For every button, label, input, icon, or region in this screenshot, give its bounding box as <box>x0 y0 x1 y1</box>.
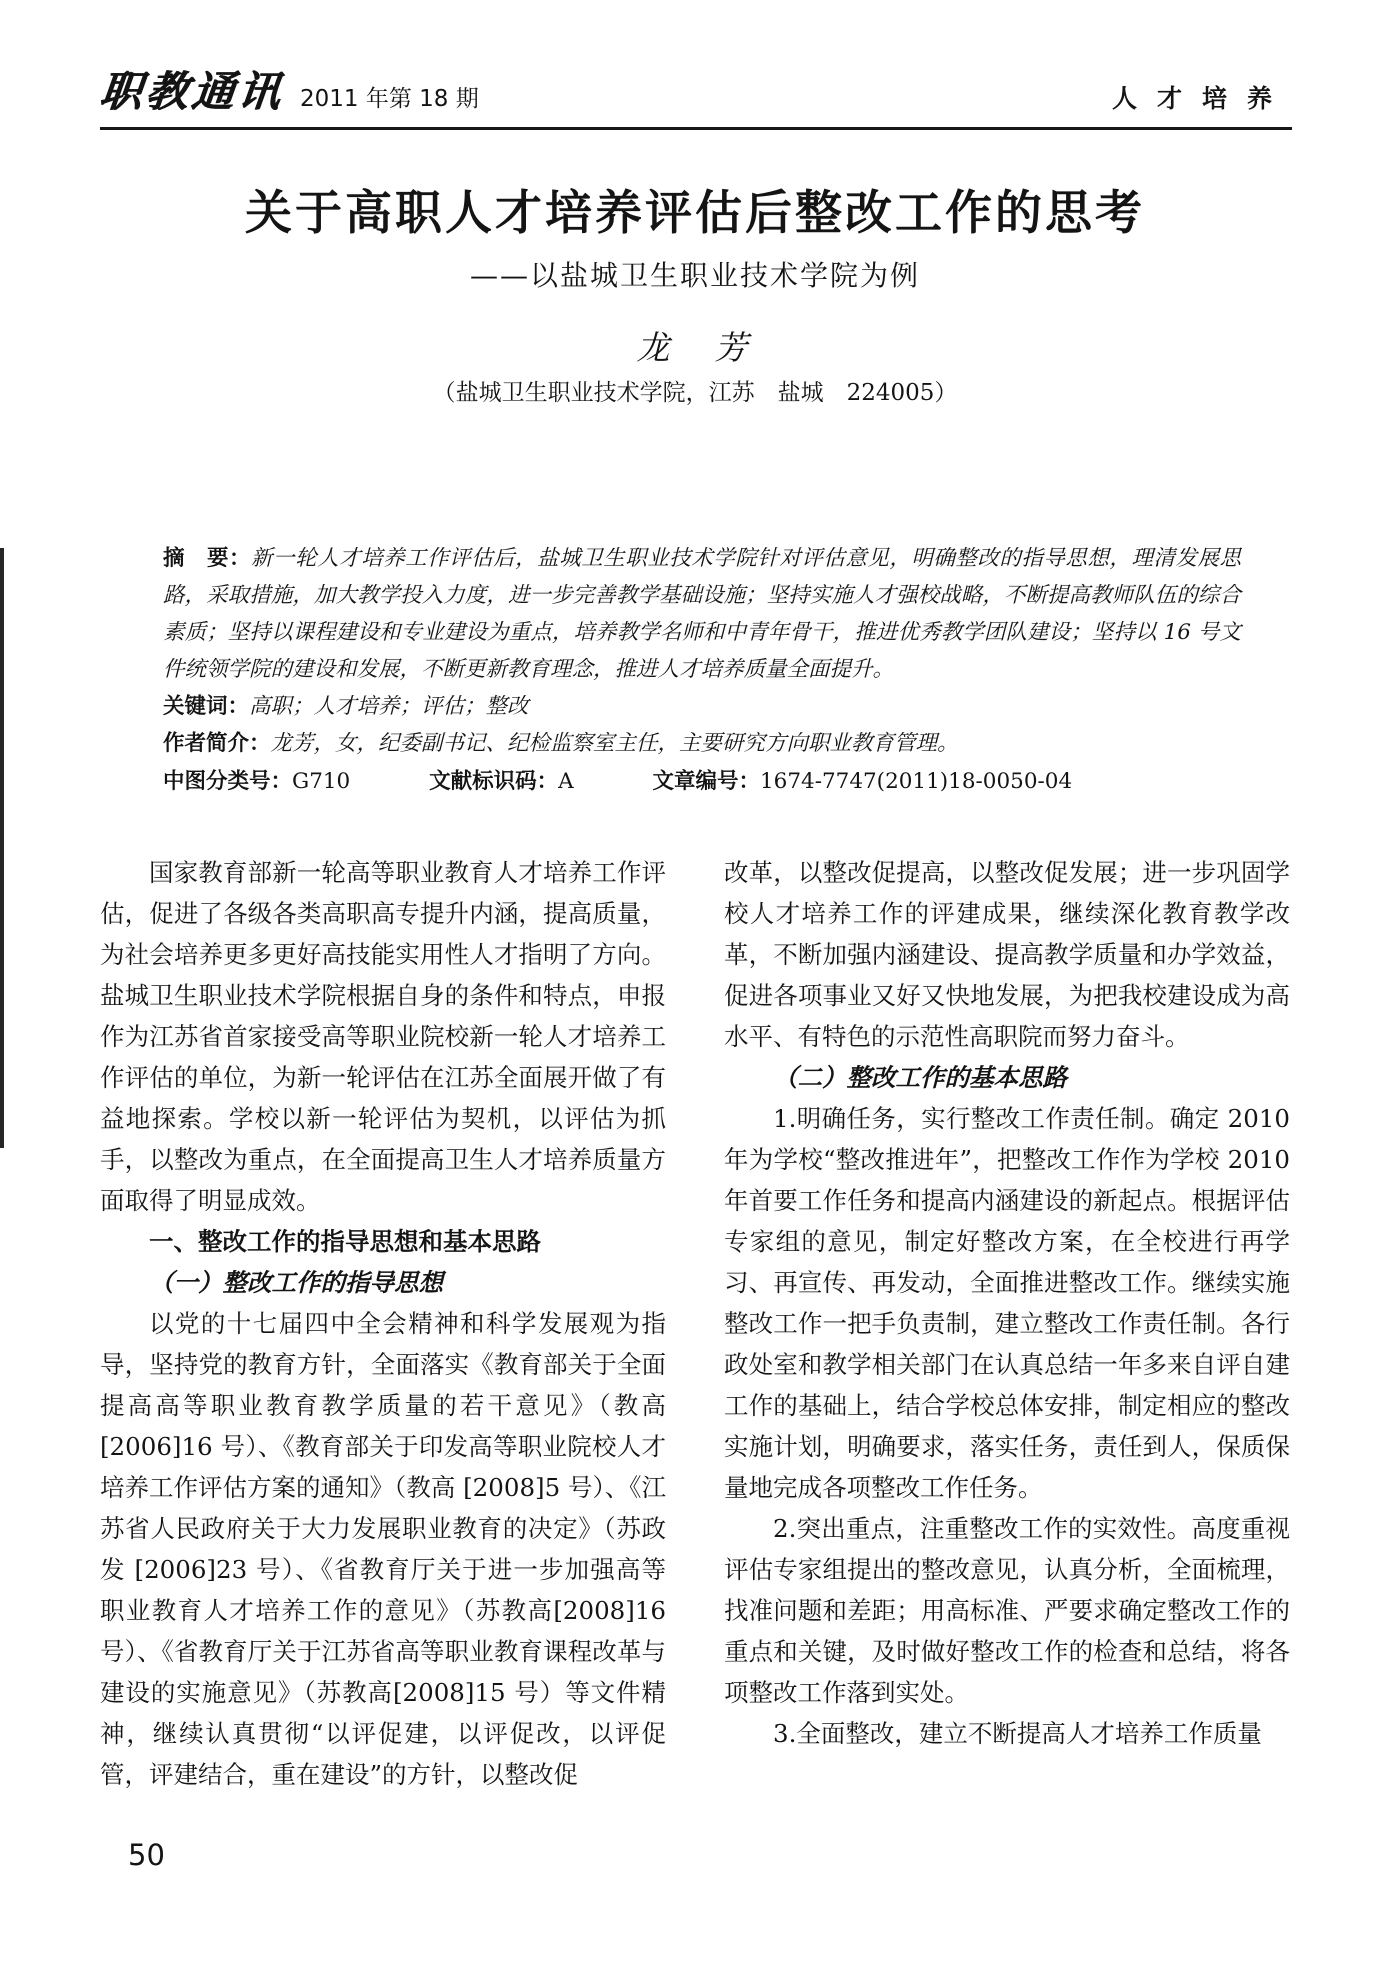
bio-row <box>163 725 1241 762</box>
author-affiliation: （盐城卫生职业技术学院，江苏 盐城 224005） <box>432 380 958 406</box>
article-body <box>100 852 1290 1795</box>
journal-masthead <box>97 59 479 119</box>
keywords-text: 高职；人才培养；评估；整改 <box>249 694 529 719</box>
article-id-value: 1674-7747(2011)18-0050-04 <box>759 769 1073 794</box>
keywords-row <box>163 688 1241 725</box>
bio-text: 龙芳，女，纪委副书记、纪检监察室主任，主要研究方向职业教育管理。 <box>270 731 959 756</box>
article-title: 关于高职人才培养评估后整改工作的思考 <box>245 186 1145 241</box>
body-paragraph-continued: 改革，以整改促提高，以整改促发展；进一步巩固学校人才培养工作的评建成果，继续深化教育教学改革，不断加强内涵建设、提高教学质量和办学效益，促进各项事业又好又快地发展，为把我校建设成为高水平、有特色的示范性高职院而努力奋斗。 <box>724 858 1290 1051</box>
left-column <box>100 852 666 1795</box>
keywords-label: 关键词： <box>163 694 250 719</box>
article-id-label: 文章编号： <box>652 769 760 794</box>
author-name: 龙 芳 <box>636 328 754 367</box>
right-column <box>724 852 1290 1795</box>
classification-row <box>163 763 1241 800</box>
clc-pair <box>163 769 350 794</box>
journal-logo: 职教通讯 <box>97 67 287 116</box>
body-paragraph: 2.突出重点，注重整改工作的实效性。高度重视评估专家组提出的整改意见，认真分析，全面梳理，找准问题和差距；用高标准、严要求确定整改工作的重点和关键，及时做好整改工作的检查和总结，将各项整改工作落到实处。 <box>724 1514 1290 1707</box>
subsection-heading: （二）整改工作的基本思路 <box>773 1063 1067 1092</box>
issue-label: 2011 年第 18 期 <box>300 86 479 112</box>
article-meta <box>163 540 1241 800</box>
page-number: 50 <box>128 1838 165 1872</box>
doc-code-value: A <box>558 769 574 794</box>
page-header <box>97 67 1292 130</box>
abstract-row <box>163 540 1241 688</box>
body-paragraph: 以党的十七届四中全会精神和科学发展观为指导，坚持党的教育方针，全面落实《教育部关于全面提高高等职业教育教学质量的若干意见》（教高[2006]16 号）、《教育部关于印发高等职业院校人才培养工作评估方案的通知》（教高 [2008]5 号）、《江苏省人民政府关于大力发展职业教育的决定》（苏政发 [2006]23 号）、《省教育厅关于进一步加强高等职业教育人才培养工作的意见》（苏教高[2008]16 号）、《省教育厅关于江苏省高等职业教育课程改革与建设的实施意见》（苏教高[2008]15 号）等文件精神，继续认真贯彻“以评促建，以评促改，以评促管，评建结合，重在建设”的方针，以整改促 <box>100 1309 666 1789</box>
body-paragraph: 3.全面整改，建立不断提高人才培养工作质量 <box>773 1719 1262 1748</box>
scan-artifact-edge <box>0 548 4 1148</box>
body-paragraph: 1.明确任务，实行整改工作责任制。确定 2010 年为学校“整改推进年”，把整改工作作为学校 2010 年首要工作任务和提高内涵建设的新起点。根据评估专家组的意见，制定好整改方案，在全校进行再学习、再宣传、再发动，全面推进整改工作。继续实施整改工作一把手负责制，建立整改工作责任制。各行政处室和教学相关部门在认真总结一年多来自评自建工作的基础上，结合学校总体安排，制定相应的整改实施计划，明确要求，落实任务，责任到人，保质保量地完成各项整改工作任务。 <box>724 1104 1290 1502</box>
doc-code-label: 文献标识码： <box>429 769 559 794</box>
article-id-pair <box>652 769 1072 794</box>
section-heading: 一、整改工作的指导思想和基本思路 <box>149 1227 541 1256</box>
clc-label: 中图分类号： <box>163 769 293 794</box>
abstract-text: 新一轮人才培养工作评估后，盐城卫生职业技术学院针对评估意见，明确整改的指导思想，理清发展思路，采取措施，加大教学投入力度，进一步完善教学基础设施；坚持实施人才强校战略，不断提高教师队伍的综合素质；坚持以课程建设和专业建设为重点，培养教学名师和中青年骨干，推进优秀教学团队建设；坚持以 16 号文件统领学院的建设和发展，不断更新教育理念，推进人才培养质量全面提升。 <box>163 546 1241 682</box>
clc-value: G710 <box>292 769 351 794</box>
doc-code-pair <box>429 769 574 794</box>
section-label: 人才培养 <box>1111 84 1292 113</box>
bio-label: 作者简介： <box>163 731 271 756</box>
subsection-heading: （一）整改工作的指导思想 <box>149 1268 443 1297</box>
abstract-label: 摘 要： <box>163 546 252 571</box>
article-subtitle: ——以盐城卫生职业技术学院为例 <box>469 259 920 292</box>
body-paragraph: 国家教育部新一轮高等职业教育人才培养工作评估，促进了各级各类高职高专提升内涵，提高质量，为社会培养更多更好高技能实用性人才指明了方向。盐城卫生职业技术学院根据自身的条件和特点，申报作为江苏省首家接受高等职业院校新一轮人才培养工作评估的单位，为新一轮评估在江苏全面展开做了有益地探索。学校以新一轮评估为契机，以评估为抓手，以整改为重点，在全面提高卫生人才培养质量方面取得了明显成效。 <box>100 858 666 1215</box>
